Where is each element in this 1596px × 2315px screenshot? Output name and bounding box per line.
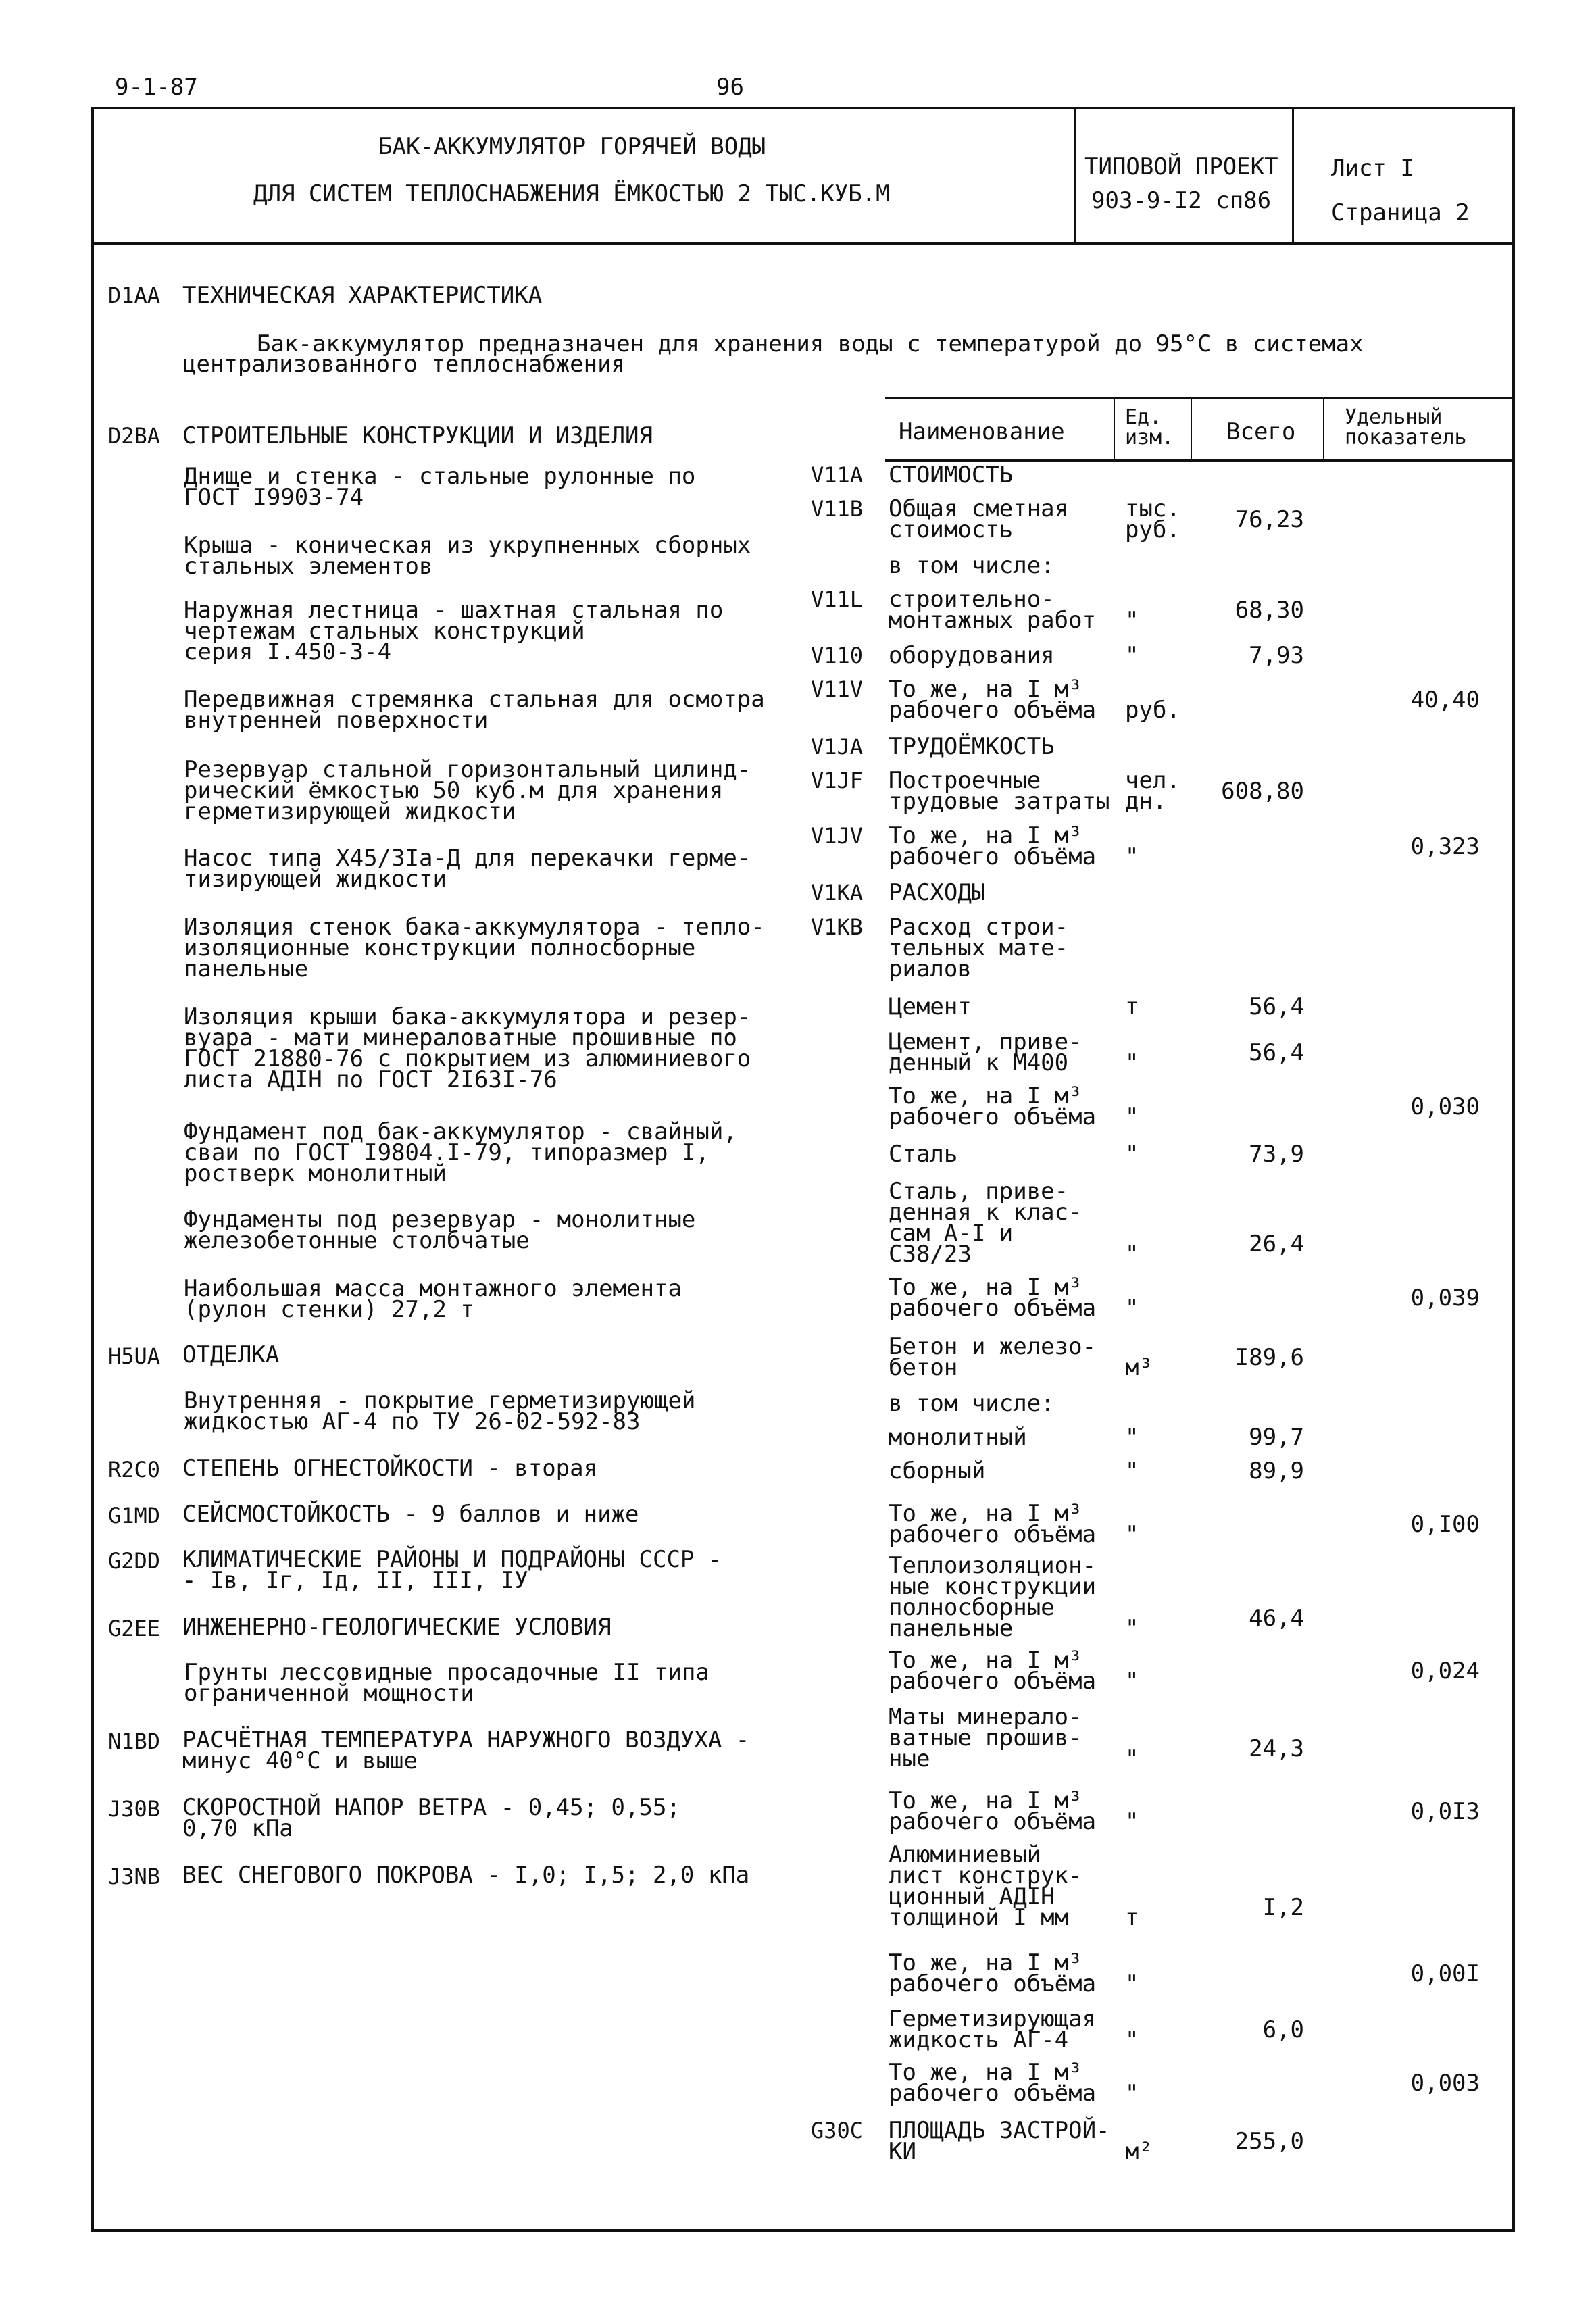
table-row-name: РАСХОДЫ (889, 879, 986, 906)
table-row-total: I,2 (1262, 1894, 1304, 1921)
section1-title: ТЕХНИЧЕСКАЯ ХАРАКТЕРИСТИКА (182, 282, 543, 309)
table-row-total: 46,4 (1249, 1605, 1304, 1632)
table-row-code: G30C (811, 2118, 864, 2143)
section2-code: D2BA (108, 423, 161, 449)
table-row-code: V1KA (811, 880, 864, 905)
project-label: ТИПОВОЙ ПРОЕКТ (1084, 153, 1278, 180)
left-item-text: Изоляция крыши бака-аккумулятора и резер- вуара - мати минераловатные прошивные по ГОСТ 21880-76 с покрытием из алюминиевого листа АДIН по ГОСТ 2I63I-76 (184, 1003, 751, 1093)
table-col-line-2 (1191, 397, 1192, 461)
table-row-specific: 0,323 (1410, 833, 1480, 860)
header-divider (91, 242, 1515, 245)
table-row-name: Бетон и железо- бетон (889, 1333, 1097, 1381)
section1-intro-line1: Бак-аккумулятор предназначен для хранения воды с температурой до 95°С в системах (257, 330, 1364, 357)
table-row-unit: т (1125, 993, 1139, 1020)
table-row-name: То же, на I м³ рабочего объёма (889, 1787, 1097, 1835)
left-section-heading: СЕЙСМОСТОЙКОСТЬ - 9 баллов и ниже (182, 1501, 639, 1528)
table-row-code: V11V (811, 676, 864, 702)
table-row-code: V1JF (811, 768, 864, 793)
table-row-unit: " (1125, 642, 1139, 669)
table-row-unit: м³ (1125, 1354, 1153, 1381)
left-item-text: Крыша - коническая из укрупненных сборных стальных элементов (184, 532, 751, 580)
table-row-name: в том числе: (889, 1390, 1055, 1417)
table-row-specific: 0,00I (1410, 1960, 1480, 1987)
table-row-unit: " (1125, 1808, 1139, 1835)
table-row-name: То же, на I м³ рабочего объёма (889, 1274, 1097, 1322)
header-col-divider-2 (1292, 107, 1294, 243)
table-row-unit: " (1125, 1295, 1139, 1322)
table-row-unit: " (1125, 1424, 1139, 1451)
table-row-total: 76,23 (1235, 506, 1304, 533)
table-row-name: То же, на I м³ рабочего объёма (889, 1500, 1097, 1548)
table-row-unit: " (1125, 1668, 1139, 1695)
left-item-code: G2DD (108, 1548, 161, 1574)
project-number: 903-9-I2 сп86 (1091, 187, 1272, 214)
header-col-divider-1 (1074, 107, 1076, 243)
table-row-unit: " (1125, 843, 1139, 870)
table-row-name: Сталь (889, 1141, 958, 1168)
table-header-unit: Ед. изм. (1125, 405, 1174, 449)
table-row-unit: " (1125, 1458, 1139, 1485)
table-row-code: V1JV (811, 823, 864, 849)
table-row-specific: 0,0I3 (1410, 1798, 1480, 1825)
left-item-text: Фундамент под бак-аккумулятор - свайный, сваи по ГОСТ I9804.I-79, типоразмер I, ростверк монолитный (184, 1118, 737, 1187)
frame-top (91, 107, 1515, 109)
section2-title: СТРОИТЕЛЬНЫЕ КОНСТРУКЦИИ И ИЗДЕЛИЯ (182, 422, 653, 449)
table-row-specific: 40,40 (1410, 687, 1480, 714)
table-row-total: I89,6 (1235, 1344, 1304, 1371)
table-row-name: сборный (889, 1458, 986, 1485)
table-row-code: V11L (811, 587, 864, 612)
table-row-specific: 0,039 (1410, 1285, 1480, 1312)
table-row-code: V11A (811, 462, 864, 488)
table-row-total: 56,4 (1249, 993, 1304, 1020)
table-row-name: То же, на I м³ рабочего объёма (889, 2059, 1097, 2107)
table-row-name: Сталь, приве- денная к клас- сам А-I и С38/23 (889, 1178, 1082, 1268)
table-row-total: 73,9 (1249, 1141, 1304, 1168)
frame-bottom (91, 2229, 1515, 2232)
left-section-heading: ВЕС СНЕГОВОГО ПОКРОВА - I,0; I,5; 2,0 кПа (182, 1862, 750, 1889)
table-row-specific: 0,024 (1410, 1658, 1480, 1685)
table-row-unit: " (1125, 1241, 1139, 1268)
table-row-name: строительно- монтажных работ (889, 586, 1097, 634)
table-row-name: Маты минерало- ватные прошив- ные (889, 1703, 1082, 1772)
table-row-total: 6,0 (1262, 2016, 1304, 2043)
section1-code: D1AA (108, 282, 161, 308)
table-header-top (885, 397, 1515, 399)
left-item-code: H5UA (108, 1343, 161, 1369)
table-row-name: ПЛОЩАДЬ ЗАСТРОЙ- КИ (889, 2117, 1110, 2165)
table-row-name: Построечные трудовые затраты (889, 767, 1110, 815)
table-row-name: То же, на I м³ рабочего объёма (889, 1647, 1097, 1695)
table-row-total: 26,4 (1249, 1230, 1304, 1258)
table-row-name: Расход строи- тельных мате- риалов (889, 914, 1069, 982)
table-row-name: То же, на I м³ рабочего объёма (889, 676, 1097, 724)
table-row-code: V110 (811, 643, 864, 668)
table-row-specific: 0,003 (1410, 2070, 1480, 2097)
left-section-heading: ИНЖЕНЕРНО-ГЕОЛОГИЧЕСКИЕ УСЛОВИЯ (182, 1614, 612, 1641)
table-row-unit: м² (1125, 2138, 1153, 2165)
table-col-line-1 (1114, 397, 1115, 461)
left-item-text: Внутренняя - покрытие герметизирующей жидкостью АГ-4 по ТУ 26-02-592-83 (184, 1387, 696, 1435)
table-row-code: V1JA (811, 734, 864, 760)
table-row-code: V1KB (811, 914, 864, 940)
left-item-code: G2EE (108, 1616, 161, 1641)
table-row-unit: " (1125, 1615, 1139, 1642)
left-item-text: Грунты лессовидные просадочные II типа ограниченной мощности (184, 1659, 709, 1707)
table-row-name: ТРУДОЁМКОСТЬ (889, 733, 1055, 760)
left-section-heading: СКОРОСТНОЙ НАПОР ВЕТРА - 0,45; 0,55; 0,70 кПа (182, 1794, 680, 1842)
table-row-name: оборудования (889, 642, 1055, 669)
header-title-line2: ДЛЯ СИСТЕМ ТЕПЛОСНАБЖЕНИЯ ЁМКОСТЬЮ 2 ТЫС.КУБ.М (253, 180, 890, 207)
table-row-unit: " (1125, 2026, 1139, 2053)
page-number: 96 (716, 74, 744, 101)
table-row-unit: " (1125, 1141, 1139, 1168)
table-row-unit: тыс. руб. (1125, 495, 1180, 543)
left-item-code: J30B (108, 1796, 161, 1822)
left-item-code: J3NB (108, 1864, 161, 1889)
table-row-unit: " (1125, 1745, 1139, 1772)
left-section-heading: ОТДЕЛКА (182, 1341, 280, 1368)
table-row-name: То же, на I м³ рабочего объёма (889, 822, 1097, 870)
left-item-code: G1MD (108, 1503, 161, 1528)
table-row-name: Цемент, приве- денный к М400 (889, 1028, 1082, 1076)
table-row-name: Алюминиевый лист конструк- ционный АДIН толщиной I мм (889, 1841, 1082, 1931)
table-row-total: 24,3 (1249, 1735, 1304, 1762)
section1-intro-line2: централизованного теплоснабжения (182, 351, 626, 378)
left-item-text: Насос типа Х45/3Iа-Д для перекачки гермe- тизирующей жидкости (184, 845, 751, 893)
table-row-unit: " (1125, 1521, 1139, 1548)
table-row-name: в том числе: (889, 552, 1055, 579)
table-row-unit: " (1125, 2080, 1139, 2107)
table-row-total: 68,30 (1235, 597, 1304, 624)
page-label: Страница 2 (1331, 199, 1470, 226)
table-row-unit: " (1125, 1049, 1139, 1076)
table-row-total: 7,93 (1249, 642, 1304, 669)
left-item-text: Наибольшая масса монтажного элемента (рулон стенки) 27,2 т (184, 1275, 682, 1323)
left-section-heading: КЛИМАТИЧЕСКИЕ РАЙОНЫ И ПОДРАЙОНЫ СССР - - Iв, Iг, Iд, II, III, IУ (182, 1546, 722, 1594)
table-row-unit: руб. (1125, 697, 1180, 724)
table-row-specific: 0,I00 (1410, 1511, 1480, 1538)
left-item-text: Фундаменты под резервуар - монолитные железобетонные столбчатые (184, 1206, 696, 1254)
table-row-unit: т (1125, 1904, 1139, 1931)
table-row-name: Герметизирующая жидкость АГ-4 (889, 2006, 1097, 2053)
left-item-text: Днище и стенка - стальные рулонные по ГОСТ I9903-74 (184, 463, 696, 511)
table-row-total: 255,0 (1235, 2128, 1304, 2155)
table-row-name: Общая сметная стоимость (889, 495, 1069, 543)
table-row-total: 56,4 (1249, 1039, 1304, 1066)
doc-code: 9-1-87 (115, 74, 198, 101)
table-row-unit: " (1125, 1970, 1139, 1997)
header-title-line1: БАК-АККУМУЛЯТОР ГОРЯЧЕЙ ВОДЫ (378, 133, 766, 160)
table-row-name: То же, на I м³ рабочего объёма (889, 1949, 1097, 1997)
frame-left (91, 107, 94, 2232)
left-item-text: Передвижная стремянка стальная для осмотра внутренней поверхности (184, 686, 765, 734)
table-row-unit: " (1125, 1103, 1139, 1130)
sheet-label: Лист I (1331, 155, 1414, 182)
table-row-name: То же, на I м³ рабочего объёма (889, 1082, 1097, 1130)
left-item-code: N1BD (108, 1728, 161, 1754)
table-row-specific: 0,030 (1410, 1093, 1480, 1120)
table-header-name: Наименование (899, 418, 1065, 445)
table-row-name: Теплоизоляцион- ные конструкции полносборные панельные (889, 1552, 1097, 1642)
left-section-heading: РАСЧЁТНАЯ ТЕМПЕРАТУРА НАРУЖНОГО ВОЗДУХА - минус 40°С и выше (182, 1726, 750, 1774)
table-row-unit: чел. дн. (1125, 767, 1180, 815)
table-row-name: Цемент (889, 993, 972, 1020)
table-row-code: V11B (811, 496, 864, 522)
left-section-heading: СТЕПЕНЬ ОГНЕСТОЙКОСТИ - вторая (182, 1455, 598, 1482)
table-row-total: 99,7 (1249, 1424, 1304, 1451)
table-row-name: монолитный (889, 1424, 1027, 1451)
table-row-name: СТОИМОСТЬ (889, 462, 1014, 489)
table-header-specific: Удельный показатель (1345, 405, 1467, 449)
table-row-total: 608,80 (1221, 778, 1304, 805)
left-item-text: Наружная лестница - шахтная стальная по чертежам стальных конструкций серия I.450-3-4 (184, 597, 724, 666)
table-col-line-3 (1323, 397, 1324, 461)
left-item-text: Изоляция стенок бака-аккумулятора - тепло- изоляционные конструкции полносборные панельные (184, 914, 765, 982)
table-row-total: 89,9 (1249, 1458, 1304, 1485)
table-header-total: Всего (1226, 418, 1296, 445)
left-item-code: R2C0 (108, 1457, 161, 1483)
table-row-unit: " (1125, 607, 1139, 634)
left-item-text: Резервуар стальной горизонтальный цилинд- рический ёмкостью 50 куб.м для хранения герметизирующей жидкости (184, 756, 751, 825)
